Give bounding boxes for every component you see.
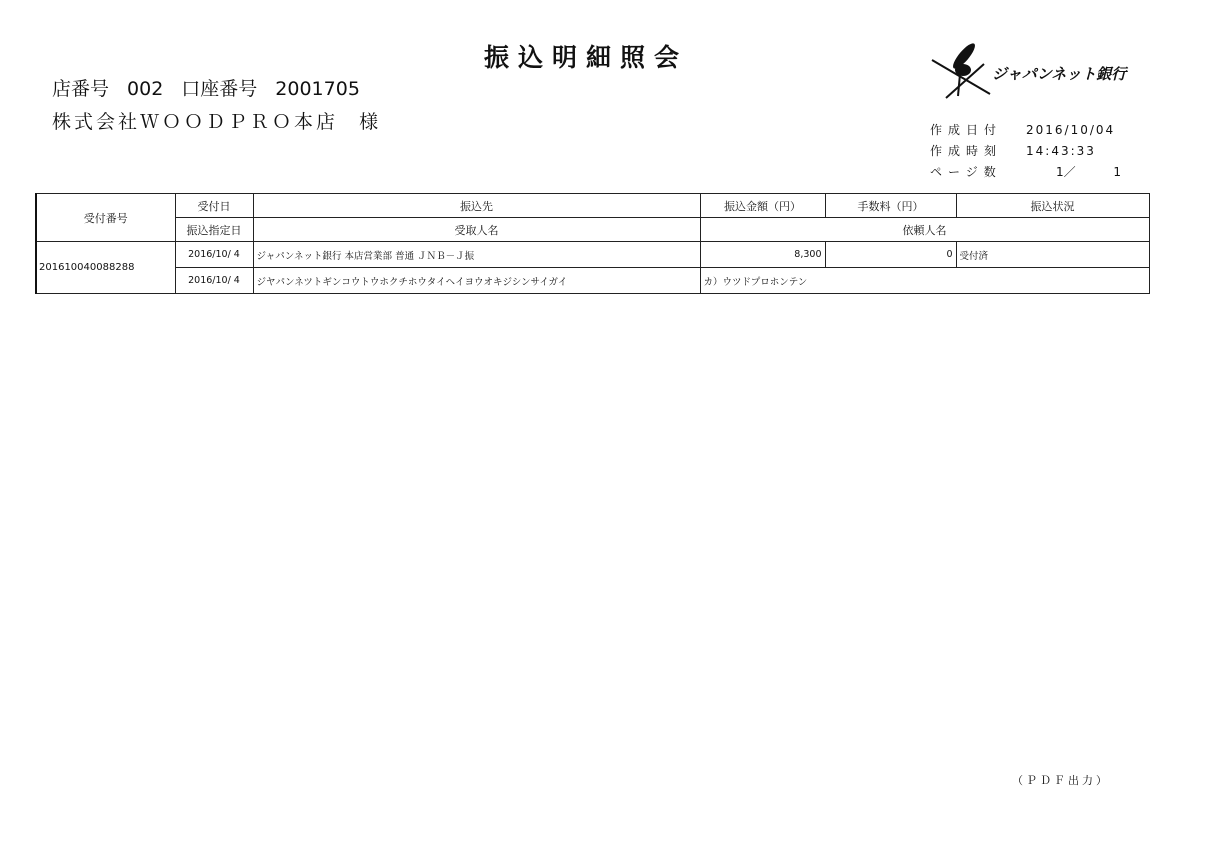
header-recipient: 受取人名 [253,218,700,242]
account-info [52,74,378,101]
header-amount: 振込金額（円） [700,194,825,218]
branch-number: 002 [127,78,164,100]
created-date-label: 作成日付 [930,123,1003,137]
transfer-table [35,193,1150,294]
bird-propeller-logo-icon [930,38,992,102]
cell-amount: 8,300 [700,242,825,268]
cell-status: 受付済 [956,242,1149,268]
bank-logo [930,38,1130,102]
cell-receipt-no: 201610040088288 [36,242,175,294]
cell-recipient: ジヤパンネツトギンコウトウホクチホウタイヘイヨウオキジシンサイガイ [253,268,700,294]
page-total: 1 [1113,165,1121,179]
header-row [36,218,1149,242]
table-row [36,242,1149,268]
header-fee: 手数料（円） [825,194,956,218]
page-title: 振込明細照会 [484,43,689,72]
header-requester: 依頼人名 [700,218,1149,242]
cell-receipt-date: 2016/10/ 4 [175,242,253,268]
customer-name: 株式会社ＷＯＯＤＰＲＯ本店 [52,111,339,133]
table-row [36,268,1149,294]
created-time: 14:43:33 [1026,144,1096,158]
header-receipt-date: 受付日 [175,194,253,218]
header-status: 振込状況 [956,194,1149,218]
cell-requester: カ）ウツドプロホンテン [700,268,1149,294]
honorific: 様 [359,111,382,133]
cell-destination: ジャパンネット銀行 本店営業部 普通 ＪＮＢ－Ｊ振 [253,242,700,268]
created-time-label: 作成時刻 [930,144,1003,158]
header-receipt-no: 受付番号 [36,194,175,242]
header-row [36,194,1149,218]
bank-name: ジャパンネット銀行 [992,65,1127,83]
page-count-label: ページ数 [930,165,1002,179]
header-destination: 振込先 [253,194,700,218]
account-number: 2001705 [275,78,360,100]
cell-transfer-date: 2016/10/ 4 [175,268,253,294]
header-transfer-date: 振込指定日 [175,218,253,242]
cell-fee: 0 [825,242,956,268]
page-current: 1／ [1056,165,1076,179]
created-date: 2016/10/04 [1026,123,1116,137]
report-meta [930,120,1126,183]
branch-label: 店番号 [52,78,110,100]
customer-info [52,107,381,134]
pdf-output-note: （ＰＤＦ出力） [1012,774,1110,787]
account-label: 口座番号 [181,78,258,100]
